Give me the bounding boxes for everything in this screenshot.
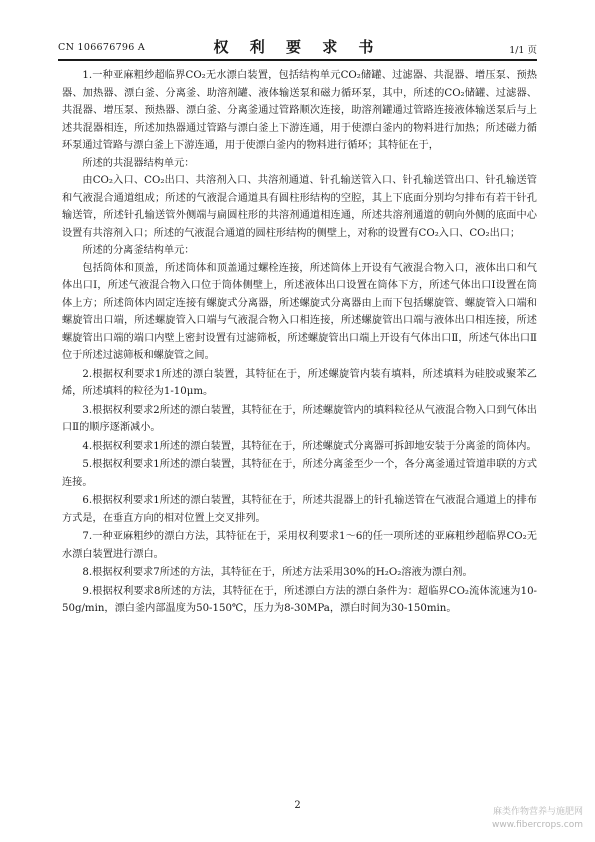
watermark-site-name: 麻类作物营养与施肥网: [492, 807, 583, 817]
claim-subsection-paragraph: 由CO₂入口、CO₂出口、共溶剂入口、共溶剂通道、针孔输送管入口、针孔输送管出口、针孔输送管和气液混合通道组成；所述的气液混合通道具有圆柱形结构的空腔，其上下底面分别均匀排布有若干针孔输送管，所述针孔输送管外侧端与扁圆柱形的共溶剂通道相连通，所述共溶剂通道的朝向外侧的底面中心设置有共溶剂入口；所述的气液混合通道的圆柱形结构的侧壁上，对称的设置有CO₂入口、CO₂出口；: [62, 175, 537, 239]
page-number: 2: [294, 800, 301, 811]
watermark-url: www.fibercrops.com: [492, 820, 583, 830]
page-indicator: 1/1 页: [509, 45, 537, 56]
claim-paragraph: 8.根据权利要求7所述的方法，其特征在于，所述方法采用30%的H₂O₂溶液为漂白剂。: [82, 567, 473, 578]
claims-body: [62, 66, 537, 618]
claim-subsection-paragraph: 包括筒体和顶盖，所述筒体和顶盖通过螺栓连接，所述筒体上开设有气液混合物入口，液体出口和气体出口Ⅰ，所述气液混合物入口位于筒体侧壁上，所述液体出口设置在筒体下方，所述气体出口Ⅰ设置在筒体上方；所述筒体内固定连接有螺旋式分离器，所述螺旋式分离器由上而下包括螺旋管、螺旋管入口端和螺旋管出口端，所述螺旋管入口端与气液混合物入口相连接，所述螺旋管出口端与液体出口相连接，所述螺旋管出口端的端口内壁上密封设置有过滤筛板，所述螺旋管出口端上开设有气体出口Ⅱ，所述气体出口Ⅱ位于所述过滤筛板和螺旋管之间。: [62, 262, 537, 361]
header-rule: [58, 59, 537, 61]
claim-paragraph: 6.根据权利要求1所述的漂白装置，其特征在于，所述共混器上的针孔输送管在气液混合通道上的排布方式是，在垂直方向的相对位置上交叉排列。: [62, 495, 537, 524]
watermark: [492, 806, 583, 832]
claim-paragraph: 2.根据权利要求1所述的漂白装置，其特征在于，所述螺旋管内装有填料，所述填料为硅胶或聚苯乙烯，所述填料的粒径为1-10μm。: [62, 368, 537, 397]
document-title: 权 利 要 求 书: [213, 38, 382, 56]
claim-paragraph: 9.根据权利要求8所述的方法，其特征在于，所述漂白方法的漂白条件为：超临界CO₂流体流速为10-50g/min，漂白釜内部温度为50-150℃，压力为8-30MPa，漂白时间为30-150min。: [62, 585, 537, 614]
page-header: [58, 36, 537, 58]
claim-subsection-paragraph: 所述的分离釜结构单元：: [82, 245, 195, 256]
claim-paragraph: 7.一种亚麻粗纱的漂白方法，其特征在于，采用权利要求1～6的任一项所述的亚麻粗纱超临界CO₂无水漂白装置进行漂白。: [62, 531, 537, 560]
claim-paragraph: 4.根据权利要求1所述的漂白装置，其特征在于，所述螺旋式分离器可拆卸地安装于分离釜的筒体内。: [82, 440, 537, 452]
claim-subsection-paragraph: 所述的共混器结构单元：: [82, 157, 195, 169]
claim-paragraph: 5.根据权利要求1所述的漂白装置，其特征在于，所述分离釜至少一个，各分离釜通过管道串联的方式连接。: [62, 459, 537, 488]
publication-number: CN 106676796 A: [58, 42, 146, 53]
claim-paragraph: 1.一种亚麻粗纱超临界CO₂无水漂白装置，包括结构单元CO₂储罐、过滤器、共混器、增压泵、预热器、加热器、漂白釜、分离釜、助溶剂罐、液体输送泵和磁力循环泵，其中，所述的CO₂储罐、过滤器、共混器、增压泵、预热器、漂白釜、分离釜通过管路顺次连接，助溶剂罐通过管路连接液体输送泵后与上述共混器相连，所述加热器通过管路与漂白釜上下游连通，用于使漂白釜内的物料进行加热；所述磁力循环泵通过管路与漂白釜上下游连通，用于使漂白釜内的物料进行循环；其特征在于，: [62, 70, 537, 151]
claim-paragraph: 3.根据权利要求2所述的漂白装置，其特征在于，所述螺旋管内的填料粒径从气液混合物入口到气体出口Ⅱ的顺序逐渐减小。: [62, 404, 537, 433]
